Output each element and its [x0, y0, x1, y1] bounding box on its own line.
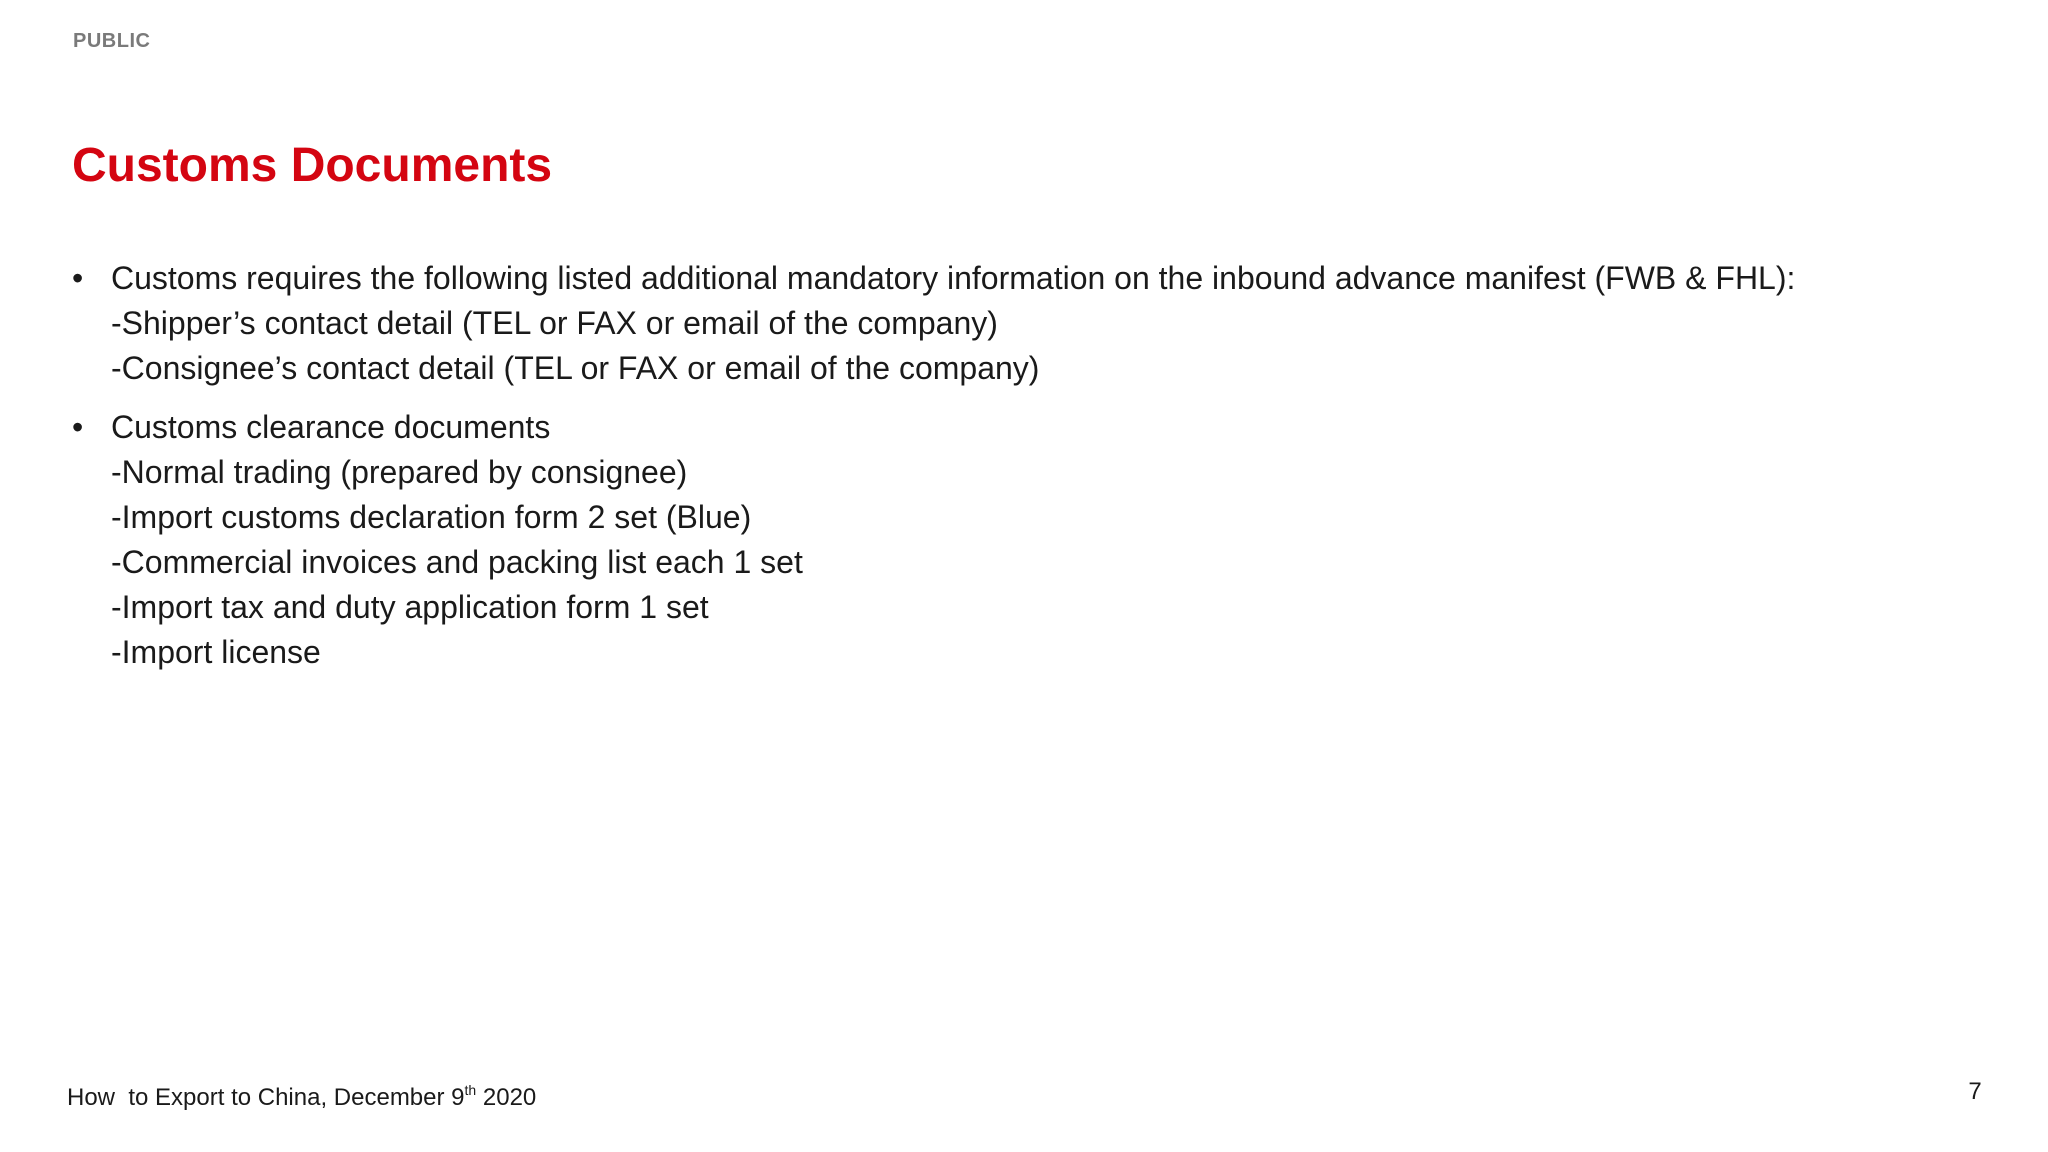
footer-text-main: How to Export to China, December 9 [67, 1084, 465, 1111]
bullet-line: -Import license [111, 634, 321, 670]
footer-date-superscript: th [464, 1082, 477, 1098]
bullet-line: -Normal trading (prepared by consignee) [111, 454, 688, 490]
slide-title: Customs Documents [72, 139, 553, 192]
bullet-dot-icon: • [72, 260, 84, 296]
page-number: 7 [1968, 1078, 1982, 1105]
bullet-line: Customs requires the following listed additional mandatory information on the inbound advance manifest (FWB & FHL): [111, 260, 1796, 296]
slide-content [72, 256, 1992, 689]
bullet-item-clearance-documents [72, 405, 1992, 675]
bullet-line: -Commercial invoices and packing list each 1 set [111, 544, 803, 580]
footer-text-year: 2020 [476, 1084, 537, 1111]
bullet-line: -Consignee’s contact detail (TEL or FAX or email of the company) [111, 350, 1040, 386]
classification-label: PUBLIC [73, 30, 151, 52]
bullet-dot-icon: • [72, 409, 84, 445]
bullet-item-manifest-info [72, 256, 1992, 391]
bullet-line: -Import customs declaration form 2 set (Blue) [111, 499, 752, 535]
bullet-line: -Shipper’s contact detail (TEL or FAX or email of the company) [111, 305, 998, 341]
bullet-line: Customs clearance documents [111, 409, 551, 445]
footer-presentation-title [67, 1082, 536, 1112]
bullet-line: -Import tax and duty application form 1 set [111, 589, 709, 625]
